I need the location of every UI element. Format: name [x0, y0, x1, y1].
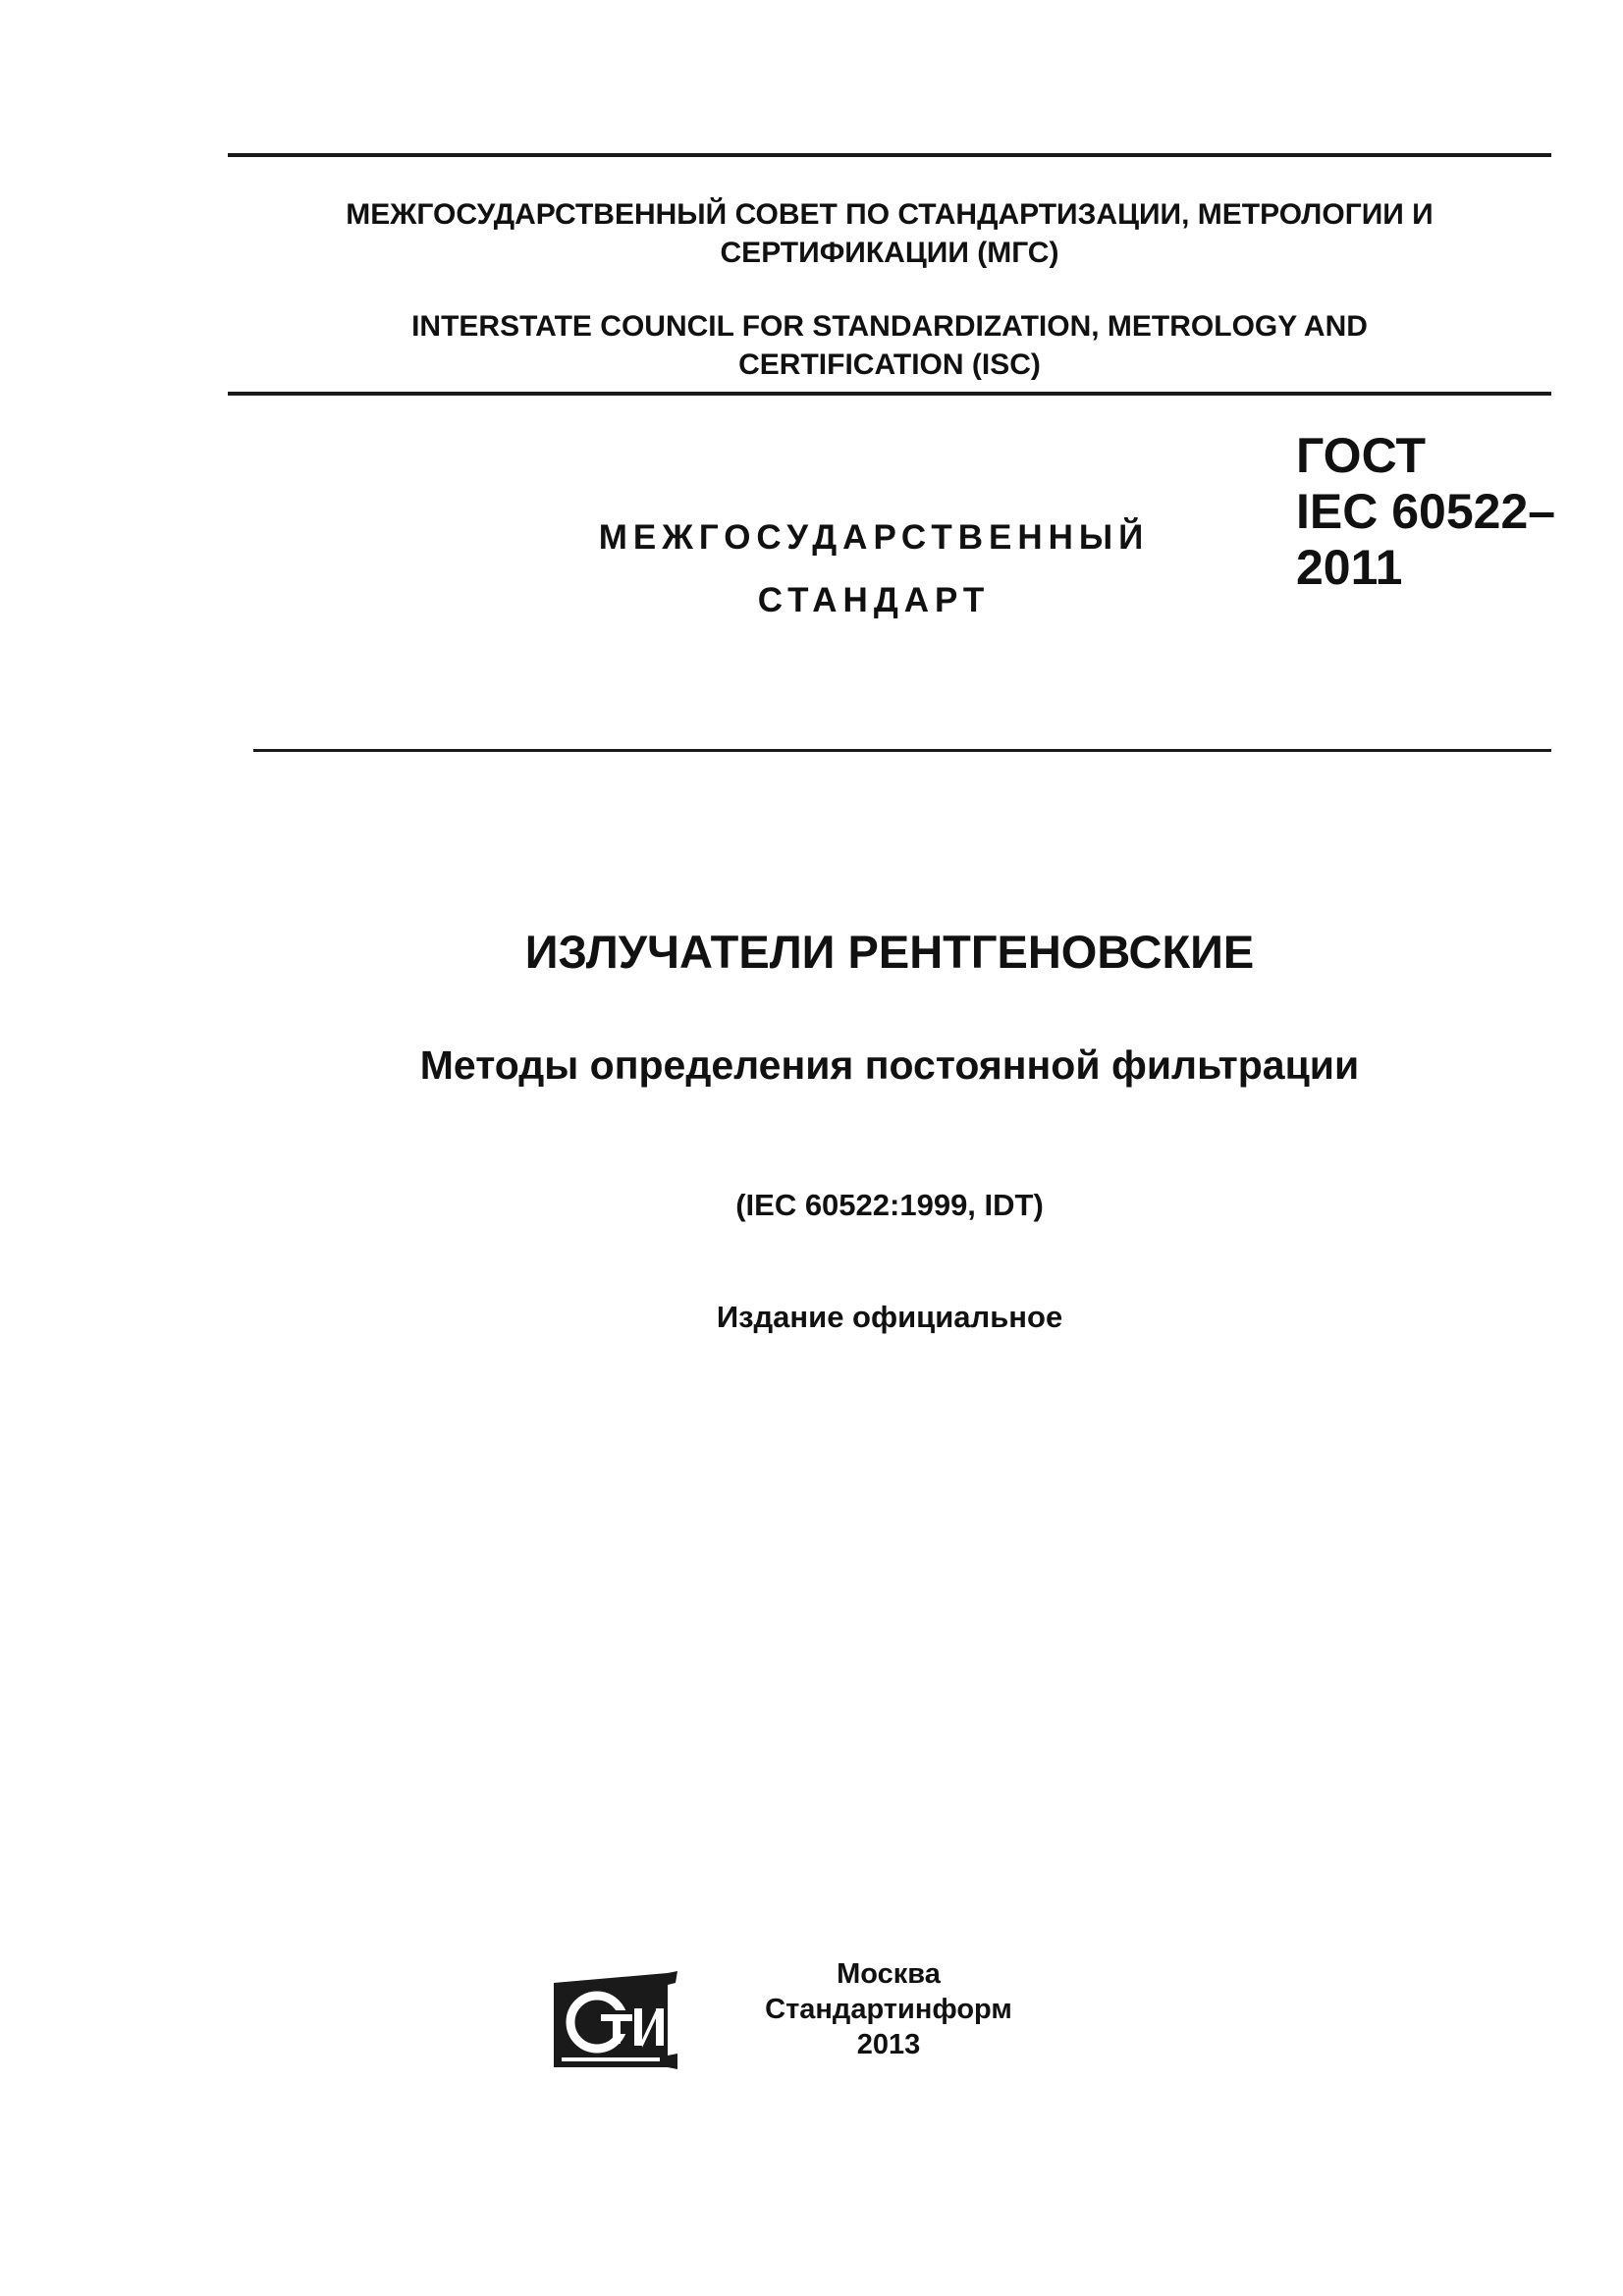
council-en-line-1: INTERSTATE COUNCIL FOR STANDARDIZATION, METROLOGY AND	[411, 310, 1368, 343]
standard-type	[550, 507, 1198, 632]
council-en-line-2: CERTIFICATION (ISC)	[738, 348, 1041, 381]
document-subtitle: Методы определения постоянной фильтрации	[419, 1042, 1360, 1088]
international-reference: (IEC 60522:1999, IDT)	[735, 1188, 1044, 1222]
standard-type-line-1: МЕЖГОСУДАРСТВЕННЫЙ	[598, 518, 1150, 557]
standard-type-line-2: СТАНДАРТ	[757, 581, 991, 619]
council-name-russian	[228, 195, 1551, 272]
imprint-year: 2013	[856, 2029, 921, 2060]
designation-line-2: IEC 60522–	[1296, 484, 1556, 539]
lower-rule	[253, 749, 1551, 752]
top-rule	[228, 153, 1551, 157]
document-title: ИЗЛУЧАТЕЛИ РЕНТГЕНОВСКИЕ	[524, 926, 1255, 978]
standartinform-logo-icon	[552, 1971, 679, 2071]
imprint-city: Москва	[837, 1958, 941, 1990]
standard-designation	[1296, 428, 1555, 596]
imprint	[727, 1956, 1051, 2062]
designation-line-1: ГОСТ	[1296, 428, 1426, 483]
council-name-english	[228, 307, 1551, 384]
council-ru-line-1: МЕЖГОСУДАРСТВЕННЫЙ СОВЕТ ПО СТАНДАРТИЗАЦИИ, МЕТРОЛОГИИ И	[346, 198, 1434, 231]
imprint-publisher: Стандартинформ	[765, 1994, 1012, 2025]
designation-line-3: 2011	[1296, 540, 1403, 595]
middle-rule	[228, 392, 1551, 396]
edition-note: Издание официальное	[716, 1300, 1063, 1334]
council-ru-line-2: СЕРТИФИКАЦИИ (МГС)	[720, 237, 1059, 269]
